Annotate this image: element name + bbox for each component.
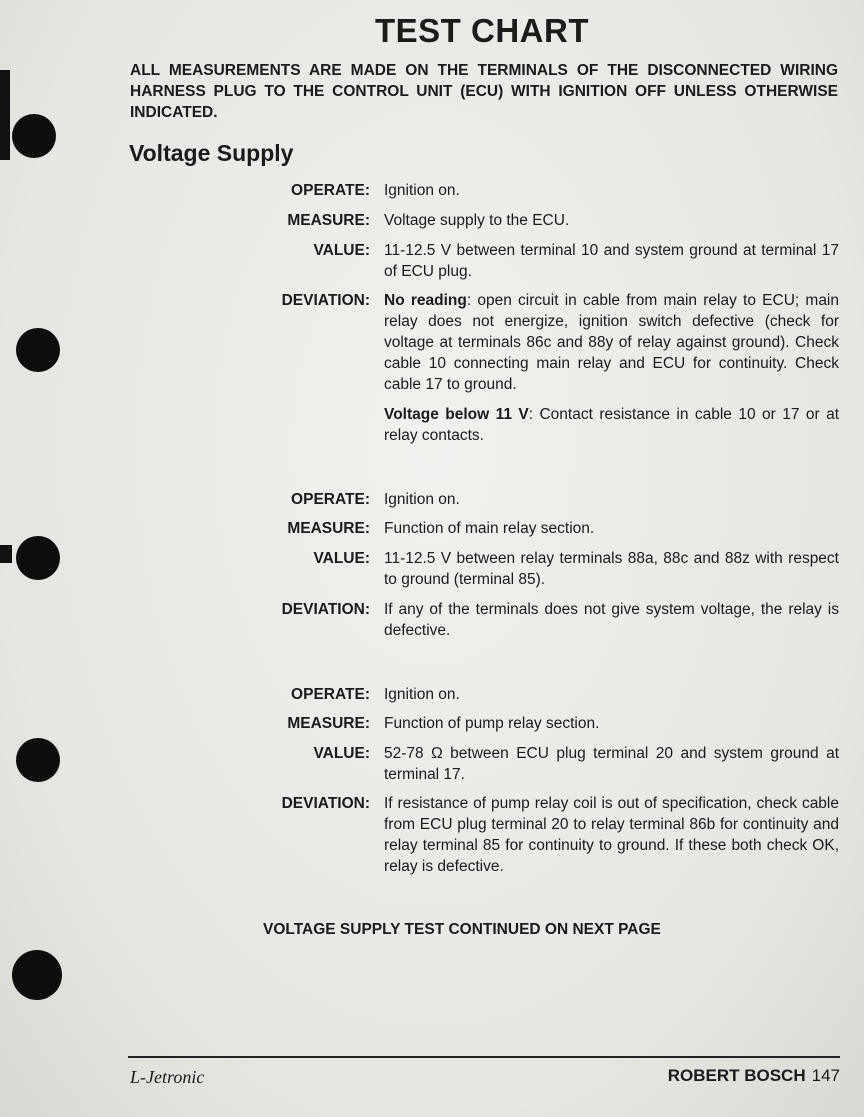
operate-value: Ignition on. — [384, 182, 460, 199]
measure-value: Voltage supply to the ECU. — [384, 212, 570, 229]
measure-label: MEASURE: — [287, 212, 370, 229]
operate-label: OPERATE: — [291, 182, 370, 199]
value-text: 11-12.5 V between terminal 10 and system ground at terminal 17 of ECU plug. — [384, 242, 839, 280]
operate-label: OPERATE: — [291, 491, 370, 508]
binder-hole — [16, 536, 60, 580]
binder-hole — [16, 738, 60, 782]
page-edge-mark — [0, 545, 12, 563]
deviation-label: DEVIATION: — [281, 601, 370, 618]
page-title: TEST CHART — [375, 12, 589, 49]
deviation-text: If any of the terminals does not give system voltage, the relay is defective. — [384, 601, 839, 639]
section-heading: Voltage Supply — [129, 140, 294, 166]
deviation-body: : open circuit in cable from main relay to ECU; main relay does not energize, ignition switch defective (check for voltage at terminals 86c and 88y of relay against ground). Check cable 10 connecting main relay and ECU for continuity. Check cable 17 to ground. — [384, 292, 840, 393]
intro-text: ALL MEASUREMENTS ARE MADE ON THE TERMINALS OF THE DISCONNECTED WIRING HARNESS PLUG TO THE CONTROL UNIT (ECU) WITH IGNITION OFF UNLESS OTHERWISE INDICATED. — [130, 62, 838, 121]
measure-label: MEASURE: — [287, 520, 370, 537]
deviation-label: DEVIATION: — [281, 292, 370, 309]
page-number: 147 — [811, 1066, 840, 1085]
operate-value: Ignition on. — [384, 491, 460, 508]
binder-hole — [12, 950, 62, 1000]
binder-hole — [12, 114, 56, 158]
measure-value: Function of pump relay section. — [384, 715, 600, 732]
binder-hole — [16, 328, 60, 372]
measure-value: Function of main relay section. — [384, 520, 595, 537]
deviation-label: DEVIATION: — [281, 795, 370, 812]
value-text: 52-78 Ω between ECU plug terminal 20 and system ground at terminal 17. — [384, 745, 839, 783]
page-edge-mark — [0, 70, 10, 160]
footer-publisher — [668, 1066, 840, 1086]
footer-product-name: L-Jetronic — [130, 1067, 205, 1087]
deviation-lead: No reading — [384, 292, 467, 309]
operate-label: OPERATE: — [291, 686, 370, 703]
operate-value: Ignition on. — [384, 686, 460, 703]
footer-divider — [128, 1056, 840, 1058]
deviation-body: : Contact resistance in cable 10 or 17 or at relay contacts. — [384, 406, 839, 444]
deviation-text — [384, 290, 839, 446]
measure-label: MEASURE: — [287, 715, 370, 732]
value-label: VALUE: — [313, 550, 370, 567]
deviation-paragraph — [384, 290, 839, 395]
value-text: 11-12.5 V between relay terminals 88a, 88c and 88z with respect to ground (terminal 85). — [384, 550, 839, 588]
footer-brand: ROBERT BOSCH — [667, 1066, 806, 1085]
value-label: VALUE: — [313, 745, 370, 762]
value-label: VALUE: — [313, 242, 370, 259]
continued-note: VOLTAGE SUPPLY TEST CONTINUED ON NEXT PAGE — [263, 921, 661, 938]
deviation-paragraph — [384, 404, 839, 446]
deviation-lead: Voltage below 11 V — [384, 406, 529, 423]
deviation-text: If resistance of pump relay coil is out of specification, check cable from ECU plug terminal 20 to relay terminal 86b for continuity and relay terminal 85 for continuity to ground. If these both check OK, relay is defective. — [384, 795, 839, 875]
